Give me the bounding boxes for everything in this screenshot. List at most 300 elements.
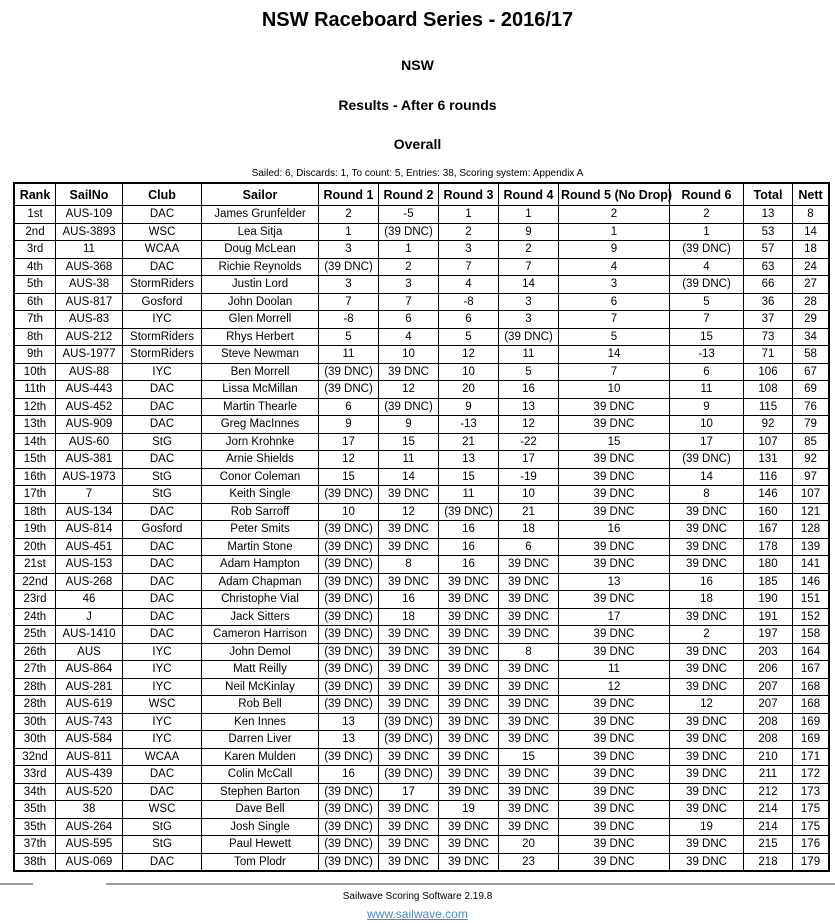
cell: 16 [319, 766, 379, 784]
cell: 15 [319, 468, 379, 486]
cell: 35th [14, 801, 56, 819]
cell: 191 [744, 608, 793, 626]
results-table-body [14, 206, 829, 872]
cell: 39 DNC [379, 538, 439, 556]
cell: (39 DNC) [319, 486, 379, 504]
cell: 11 [559, 661, 670, 679]
cell: 53 [744, 223, 793, 241]
cell: 39 DNC [499, 573, 559, 591]
cell: DAC [123, 626, 202, 644]
cell: (39 DNC) [319, 258, 379, 276]
cell: 39 DNC [439, 573, 499, 591]
cell: 168 [793, 696, 830, 714]
table-row [14, 801, 829, 819]
cell: 2 [439, 223, 499, 241]
cell: 107 [793, 486, 830, 504]
cell: 211 [744, 766, 793, 784]
cell: Doug McLean [202, 241, 319, 259]
cell: (39 DNC) [319, 573, 379, 591]
cell: Gosford [123, 293, 202, 311]
cell: 17 [559, 608, 670, 626]
cell: (39 DNC) [319, 748, 379, 766]
cell: 39 DNC [559, 801, 670, 819]
cell: 179 [793, 853, 830, 871]
cell: Richie Reynolds [202, 258, 319, 276]
column-header: Round 5 (No Drop) [559, 183, 670, 206]
cell: Arnie Shields [202, 451, 319, 469]
cell: 9 [670, 398, 744, 416]
cell: DAC [123, 538, 202, 556]
cell: 24 [793, 258, 830, 276]
cell: 58 [793, 346, 830, 364]
cell: 12th [14, 398, 56, 416]
cell: 19 [439, 801, 499, 819]
table-row [14, 678, 829, 696]
cell: Dave Bell [202, 801, 319, 819]
cell: 25th [14, 626, 56, 644]
cell: DAC [123, 766, 202, 784]
cell: 3 [319, 276, 379, 294]
cell: 11th [14, 381, 56, 399]
cell: (39 DNC) [319, 696, 379, 714]
cell: 8 [793, 206, 830, 224]
cell: 28th [14, 678, 56, 696]
cell: 167 [744, 521, 793, 539]
cell: (39 DNC) [379, 766, 439, 784]
table-row [14, 346, 829, 364]
cell: 5 [670, 293, 744, 311]
cell: 13 [439, 451, 499, 469]
cell: 21 [499, 503, 559, 521]
cell: (39 DNC) [319, 381, 379, 399]
cell: 21 [439, 433, 499, 451]
cell: 13th [14, 416, 56, 434]
cell: 14 [670, 468, 744, 486]
cell: 169 [793, 713, 830, 731]
cell: 39 DNC [499, 783, 559, 801]
cell: 206 [744, 661, 793, 679]
cell: 7 [499, 258, 559, 276]
table-row [14, 766, 829, 784]
cell: 10 [559, 381, 670, 399]
cell: 168 [793, 678, 830, 696]
cell: Matt Reilly [202, 661, 319, 679]
cell: 2 [559, 206, 670, 224]
cell: 16 [439, 556, 499, 574]
cell: 1 [379, 241, 439, 259]
cell: 9 [559, 241, 670, 259]
cell: 39 DNC [439, 836, 499, 854]
cell: 172 [793, 766, 830, 784]
window-edge-right [106, 883, 835, 885]
cell: 14 [793, 223, 830, 241]
cell: 3 [379, 276, 439, 294]
cell: 39 DNC [559, 713, 670, 731]
cell: 28th [14, 696, 56, 714]
results-table [13, 182, 830, 872]
column-header: Round 2 [379, 183, 439, 206]
cell: (39 DNC) [379, 731, 439, 749]
cell: -19 [499, 468, 559, 486]
cell: 128 [793, 521, 830, 539]
cell: Karen Mulden [202, 748, 319, 766]
table-row [14, 311, 829, 329]
cell: 7 [439, 258, 499, 276]
cell: (39 DNC) [379, 398, 439, 416]
cell: 2 [319, 206, 379, 224]
cell: Martin Stone [202, 538, 319, 556]
cell: 39 DNC [559, 783, 670, 801]
cell: 180 [744, 556, 793, 574]
cell: 29 [793, 311, 830, 329]
cell: Lissa McMillan [202, 381, 319, 399]
cell: 5th [14, 276, 56, 294]
column-header: Round 4 [499, 183, 559, 206]
cell: (39 DNC) [319, 661, 379, 679]
cell: John Doolan [202, 293, 319, 311]
cell: StormRiders [123, 328, 202, 346]
cell: 16 [559, 521, 670, 539]
cell: (39 DNC) [319, 818, 379, 836]
cell: Josh Single [202, 818, 319, 836]
cell: 18th [14, 503, 56, 521]
cell: 39 DNC [559, 556, 670, 574]
cell: StG [123, 433, 202, 451]
cell: DAC [123, 206, 202, 224]
cell: Rob Sarroff [202, 503, 319, 521]
software-credit: Sailwave Scoring Software 2.19.8 [342, 891, 493, 902]
cell: 11 [499, 346, 559, 364]
cell: 36 [744, 293, 793, 311]
cell: (39 DNC) [319, 643, 379, 661]
cell: 4 [439, 276, 499, 294]
cell: 5 [559, 328, 670, 346]
cell: 20 [439, 381, 499, 399]
cell: 12 [379, 503, 439, 521]
cell: 5 [319, 328, 379, 346]
cell: 39 DNC [559, 643, 670, 661]
cell: AUS-109 [56, 206, 123, 224]
cell: 173 [793, 783, 830, 801]
cell: AUS-452 [56, 398, 123, 416]
table-row [14, 416, 829, 434]
cell: 57 [744, 241, 793, 259]
cell: AUS [56, 643, 123, 661]
table-row [14, 451, 829, 469]
cell: DAC [123, 608, 202, 626]
table-row [14, 293, 829, 311]
cell: 107 [744, 433, 793, 451]
table-row [14, 783, 829, 801]
cell: 39 DNC [379, 573, 439, 591]
cell: DAC [123, 416, 202, 434]
section-heading: Overall [393, 136, 442, 152]
cell: 141 [793, 556, 830, 574]
cell: 1 [499, 206, 559, 224]
cell: 39 DNC [559, 503, 670, 521]
cell: AUS-584 [56, 731, 123, 749]
cell: 176 [793, 836, 830, 854]
cell: IYC [123, 661, 202, 679]
cell: 39 DNC [439, 661, 499, 679]
cell: 3 [499, 293, 559, 311]
cell: WSC [123, 223, 202, 241]
cell: 1 [559, 223, 670, 241]
cell: 3 [439, 241, 499, 259]
cell: 16 [379, 591, 439, 609]
cell: 146 [793, 573, 830, 591]
venue-heading: NSW [401, 57, 434, 73]
cell: AUS-595 [56, 836, 123, 854]
cell: (39 DNC) [439, 503, 499, 521]
link-line [0, 905, 835, 923]
cell: 18 [793, 241, 830, 259]
cell: 15 [670, 328, 744, 346]
table-row [14, 381, 829, 399]
cell: Colin McCall [202, 766, 319, 784]
cell: Glen Morrell [202, 311, 319, 329]
cell: 20th [14, 538, 56, 556]
table-row [14, 608, 829, 626]
cell: 116 [744, 468, 793, 486]
cell: 214 [744, 818, 793, 836]
cell: -13 [670, 346, 744, 364]
cell: (39 DNC) [319, 556, 379, 574]
cell: 23rd [14, 591, 56, 609]
cell: (39 DNC) [319, 853, 379, 871]
cell: Justin Lord [202, 276, 319, 294]
cell: 12 [379, 381, 439, 399]
cell: StG [123, 486, 202, 504]
cell: 2 [379, 258, 439, 276]
cell: 30th [14, 713, 56, 731]
cell: 24th [14, 608, 56, 626]
cell: (39 DNC) [319, 836, 379, 854]
cell: Lea Sitja [202, 223, 319, 241]
cell: 131 [744, 451, 793, 469]
cell: Greg MacInnes [202, 416, 319, 434]
cell: 12 [439, 346, 499, 364]
cell: Darren Liver [202, 731, 319, 749]
cell: 39 DNC [670, 748, 744, 766]
table-row [14, 363, 829, 381]
cell: 9 [439, 398, 499, 416]
cell: 39 DNC [379, 521, 439, 539]
cell: 108 [744, 381, 793, 399]
cell: 203 [744, 643, 793, 661]
cell: Rob Bell [202, 696, 319, 714]
table-row [14, 328, 829, 346]
cell: 27 [793, 276, 830, 294]
cell: Stephen Barton [202, 783, 319, 801]
cell: 4 [379, 328, 439, 346]
cell: 10 [439, 363, 499, 381]
cell: 12 [499, 416, 559, 434]
cell: 39 DNC [559, 696, 670, 714]
cell: 3rd [14, 241, 56, 259]
cell: AUS-3893 [56, 223, 123, 241]
cell: 66 [744, 276, 793, 294]
cell: 210 [744, 748, 793, 766]
cell: 39 DNC [499, 678, 559, 696]
cell: 15th [14, 451, 56, 469]
cell: 76 [793, 398, 830, 416]
cell: IYC [123, 713, 202, 731]
cell: 30th [14, 731, 56, 749]
table-row [14, 626, 829, 644]
cell: 39 DNC [379, 626, 439, 644]
cell: AUS-88 [56, 363, 123, 381]
cell: 39 DNC [379, 643, 439, 661]
cell: 11 [319, 346, 379, 364]
cell: 39 DNC [499, 696, 559, 714]
cell: 11 [670, 381, 744, 399]
cell: 18 [670, 591, 744, 609]
cell: 16th [14, 468, 56, 486]
cell: 39 DNC [499, 713, 559, 731]
cell: 39 DNC [379, 836, 439, 854]
cell: 39 DNC [559, 731, 670, 749]
cell: 39 DNC [559, 748, 670, 766]
cell: (39 DNC) [319, 363, 379, 381]
cell: 39 DNC [670, 783, 744, 801]
cell: 106 [744, 363, 793, 381]
cell: 39 DNC [499, 801, 559, 819]
table-row [14, 538, 829, 556]
cell: 39 DNC [379, 363, 439, 381]
table-row [14, 503, 829, 521]
cell: AUS-743 [56, 713, 123, 731]
cell: 39 DNC [379, 801, 439, 819]
cell: 39 DNC [499, 818, 559, 836]
cell: 14th [14, 433, 56, 451]
cell: 2 [670, 626, 744, 644]
cell: 38 [56, 801, 123, 819]
window-edge-left [0, 883, 33, 885]
cell: 39 DNC [439, 783, 499, 801]
cell: 151 [793, 591, 830, 609]
cell: 175 [793, 801, 830, 819]
cell: 71 [744, 346, 793, 364]
cell: 8 [499, 643, 559, 661]
cell: 39 DNC [379, 486, 439, 504]
cell: Jack Sitters [202, 608, 319, 626]
cell: Neil McKinlay [202, 678, 319, 696]
cell: 92 [793, 451, 830, 469]
cell: 34 [793, 328, 830, 346]
cell: AUS-60 [56, 433, 123, 451]
cell: 158 [793, 626, 830, 644]
cell: 190 [744, 591, 793, 609]
column-header: Rank [14, 183, 56, 206]
cell: 7 [319, 293, 379, 311]
cell: IYC [123, 731, 202, 749]
cell: 39 DNC [499, 661, 559, 679]
cell: 197 [744, 626, 793, 644]
cell: 12 [670, 696, 744, 714]
cell: (39 DNC) [319, 591, 379, 609]
cell: 39 DNC [439, 608, 499, 626]
cell: 19 [670, 818, 744, 836]
cell: 39 DNC [439, 713, 499, 731]
cell: Steve Newman [202, 346, 319, 364]
cell: 13 [499, 398, 559, 416]
cell: AUS-368 [56, 258, 123, 276]
cell: 10 [499, 486, 559, 504]
cell: IYC [123, 311, 202, 329]
cell: Rhys Herbert [202, 328, 319, 346]
cell: AUS-83 [56, 311, 123, 329]
cell: AUS-451 [56, 538, 123, 556]
cell: 39 DNC [499, 608, 559, 626]
cell: Conor Coleman [202, 468, 319, 486]
cell: 13 [559, 573, 670, 591]
cell: 39 DNC [439, 748, 499, 766]
cell: StG [123, 836, 202, 854]
sailwave-link[interactable]: www.sailwave.com [367, 907, 468, 921]
cell: 39 DNC [379, 748, 439, 766]
cell: 17 [499, 451, 559, 469]
table-row [14, 258, 829, 276]
cell: 207 [744, 696, 793, 714]
cell: 9th [14, 346, 56, 364]
cell: 146 [744, 486, 793, 504]
cell: (39 DNC) [319, 678, 379, 696]
cell: 79 [793, 416, 830, 434]
cell: 11 [56, 241, 123, 259]
cell: 1 [439, 206, 499, 224]
cell: 185 [744, 573, 793, 591]
table-row [14, 206, 829, 224]
cell: 9 [379, 416, 439, 434]
cell: 6th [14, 293, 56, 311]
cell: 39 DNC [670, 521, 744, 539]
cell: DAC [123, 556, 202, 574]
table-row [14, 486, 829, 504]
cell: StormRiders [123, 276, 202, 294]
cell: AUS-153 [56, 556, 123, 574]
table-row [14, 661, 829, 679]
cell: 39 DNC [670, 661, 744, 679]
cell: J [56, 608, 123, 626]
cell: James Grunfelder [202, 206, 319, 224]
cell: 7 [559, 363, 670, 381]
cell: 34th [14, 783, 56, 801]
table-row [14, 573, 829, 591]
cell: 37 [744, 311, 793, 329]
cell: 207 [744, 678, 793, 696]
cell: 39 DNC [670, 766, 744, 784]
cell: 160 [744, 503, 793, 521]
results-heading: Results - After 6 rounds [338, 97, 497, 113]
cell: 8 [379, 556, 439, 574]
cell: AUS-619 [56, 696, 123, 714]
cell: 5 [499, 363, 559, 381]
cell: DAC [123, 258, 202, 276]
cell: 8 [670, 486, 744, 504]
cell: 39 DNC [379, 678, 439, 696]
cell: (39 DNC) [670, 276, 744, 294]
cell: 39 DNC [559, 451, 670, 469]
cell: (39 DNC) [379, 713, 439, 731]
cell: 39 DNC [670, 678, 744, 696]
cell: 18 [379, 608, 439, 626]
cell: AUS-909 [56, 416, 123, 434]
cell: 92 [744, 416, 793, 434]
cell: 28 [793, 293, 830, 311]
column-header: SailNo [56, 183, 123, 206]
cell: 39 DNC [670, 836, 744, 854]
